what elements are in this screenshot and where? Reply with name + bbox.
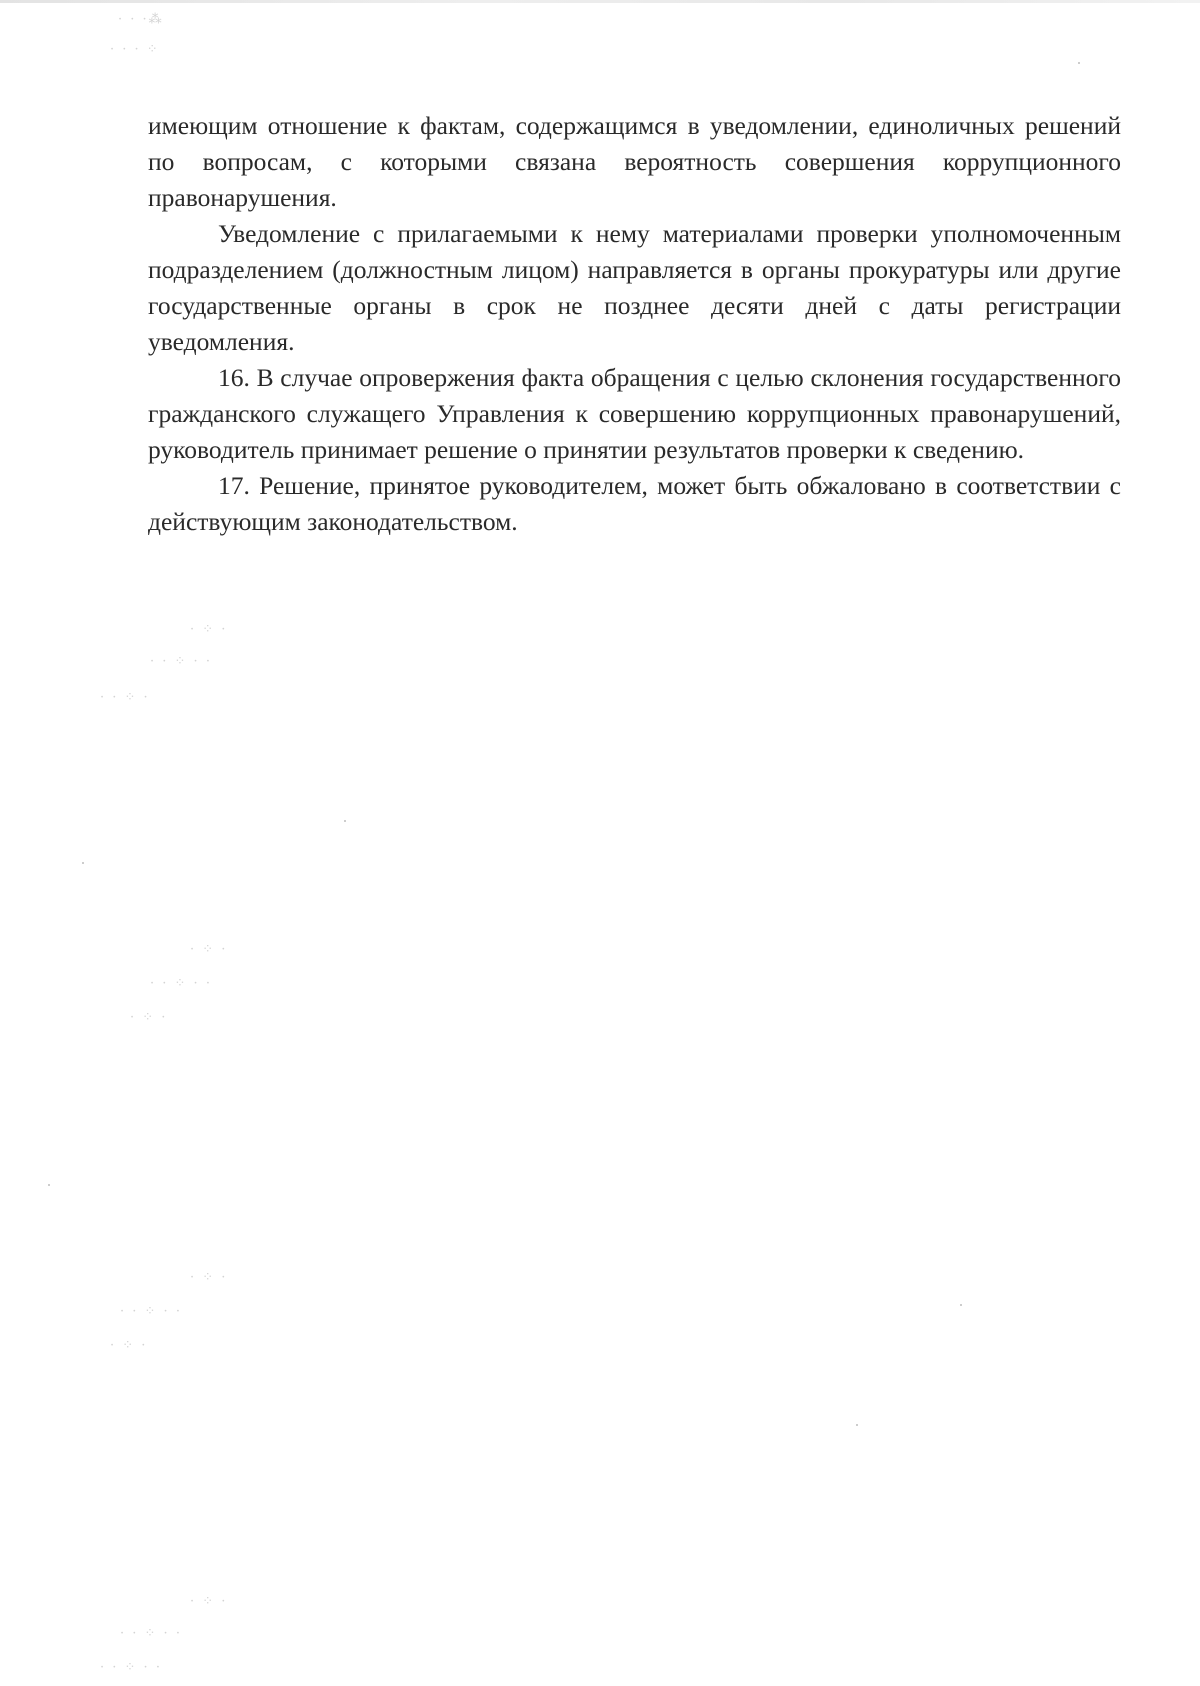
scan-artifact: · · ⁘ · ·: [120, 1304, 182, 1319]
scan-artifact: · · ⁘ · ·: [150, 654, 212, 669]
scan-speck: [344, 820, 346, 822]
scan-top-edge: [0, 0, 1200, 3]
paragraph-continuation: имеющим отношение к фактам, содержащимся в уведомлении, единоличных решений по вопросам, с которыми связана вероятность совершения коррупционного правонарушения.: [148, 111, 1121, 212]
scan-speck: [960, 1304, 962, 1306]
scan-artifact: · ⁘ ·: [190, 622, 228, 637]
scan-artifact: · · · ⁘: [110, 42, 160, 57]
scan-artifact: · · ⁘ ·: [100, 690, 150, 705]
paragraph-16: 16. В случае опровержения факта обращения с целью склонения государственного гражданского служащего Управления к совершению коррупционных правонарушений, руководитель принимает решение о принятии результатов проверки к сведению.: [148, 363, 1121, 464]
document-body: [148, 108, 1121, 540]
paragraph-notification: Уведомление с прилагаемыми к нему материалами проверки уполномоченным подразделением (должностным лицом) направляется в органы прокуратуры или другие государственные органы в срок не позднее десяти дней с даты регистрации уведомления.: [148, 219, 1121, 356]
scan-artifact: · ⁘ ·: [110, 1338, 148, 1353]
scan-artifact: · · ⁘ · ·: [150, 976, 212, 991]
scan-speck: [856, 1424, 858, 1426]
scan-artifact: · ⁘ ·: [130, 1010, 168, 1025]
scan-speck: [1078, 62, 1080, 64]
scan-speck: [48, 1184, 50, 1186]
scan-artifact: · ⁘ ·: [190, 1594, 228, 1609]
scan-artifact: · · ⁘ · ·: [120, 1626, 182, 1641]
scan-artifact: · · ·⁂: [118, 12, 164, 27]
scan-speck: [82, 862, 84, 864]
scan-artifact: · ⁘ ·: [190, 942, 228, 957]
scan-artifact: · ⁘ ·: [190, 1270, 228, 1285]
paragraph-17: 17. Решение, принятое руководителем, может быть обжаловано в соответствии с действующим законодательством.: [148, 471, 1121, 536]
scan-artifact: · · ⁘ · ·: [100, 1660, 162, 1675]
